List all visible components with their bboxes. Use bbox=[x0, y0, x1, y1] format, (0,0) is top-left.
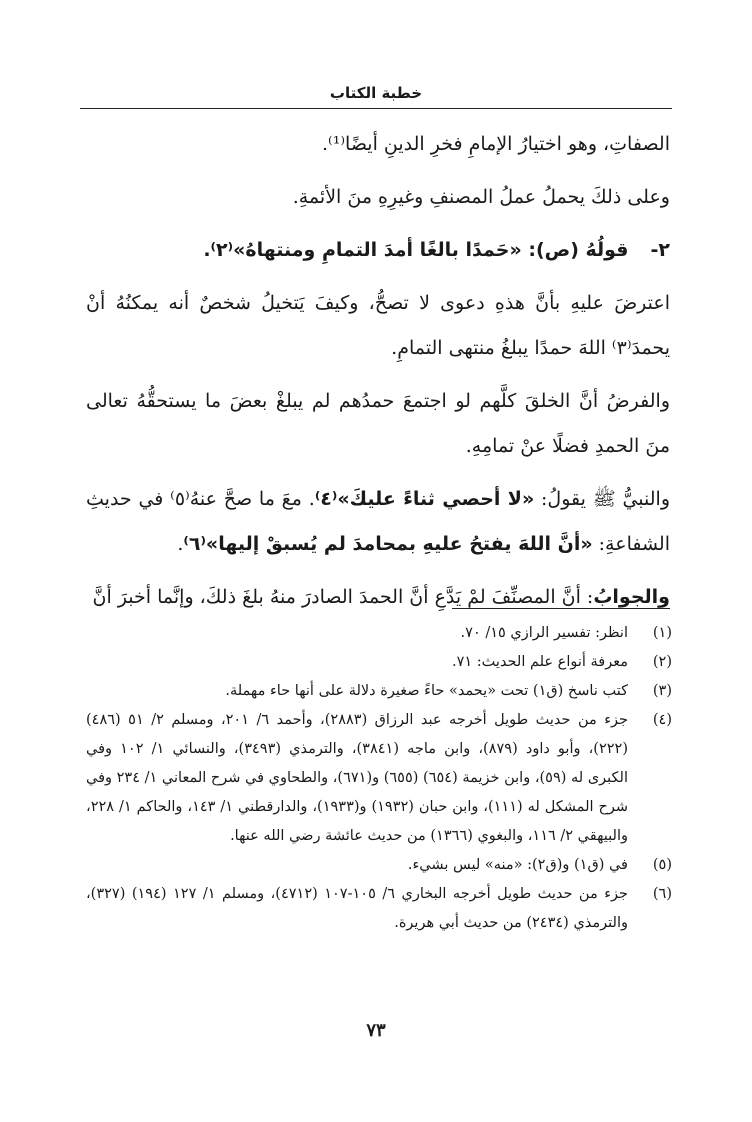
paragraph-3: اعترضَ عليهِ بأنَّ هذهِ دعوى لا تصحُّ، وكيفَ يَتخيلُ شخصٌ أنه يمكنُهُ أنْ يحمدَ⁽٣⁾ اللهَ حمدًا يبلغُ منتهى التمامِ. bbox=[86, 292, 670, 359]
paragraph-2: وعلى ذلكَ يحملُ عملُ المصنفِ وغيرِهِ منَ الأئمةِ. bbox=[292, 186, 670, 208]
hadith-quote-2: «أنَّ اللهَ يفتحُ عليهِ بمحامدَ لم يُسبقْ إليها»⁽٦⁾ bbox=[183, 533, 593, 555]
paragraph-6 bbox=[86, 575, 670, 620]
p5-middle: . معَ ما صحَّ عنهُ⁽٥⁾ في حديثِ الشفاعةِ: bbox=[86, 488, 670, 555]
page-number: ٧٣ bbox=[366, 1020, 386, 1041]
footnote-text: كتب ناسخ (ق١) تحت «يحمد» حاءً صغيرة دلالة على أنها حاء مهملة. bbox=[225, 683, 628, 699]
answer-heading: والجوابُ bbox=[593, 586, 670, 608]
footnote bbox=[86, 851, 672, 880]
footnote bbox=[86, 648, 672, 677]
p5-end: . bbox=[177, 533, 184, 555]
footnote-number: (١) bbox=[652, 625, 672, 641]
footnote-number: (٤) bbox=[652, 712, 672, 728]
footnote-text: معرفة أنواع علم الحديث: ٧١. bbox=[451, 654, 628, 670]
paragraph-5 bbox=[86, 477, 670, 567]
footnote-number: (٣) bbox=[652, 683, 672, 699]
footnote-text: انظر: تفسير الرازي ١٥/ ٧٠. bbox=[460, 625, 628, 641]
footnote-number: (٢) bbox=[652, 654, 672, 670]
footnote bbox=[86, 880, 672, 938]
footnote bbox=[86, 706, 672, 851]
main-text bbox=[86, 122, 670, 628]
footnote-text: جزء من حديث طويل أخرجه عبد الرزاق (٢٨٨٣)، وأحمد ٦/ ٢٠١، ومسلم ٢/ ٥١ (٤٨٦) (٢٢٢)، وأبو داود (٨٧٩)، وابن ماجه (٣٨٤١)، والترمذي (٣٤٩٣)، والنسائي ١/ ١٠٢ وفي الكبرى له (٥٩)، وابن خزيمة (٦٥٤) (٦٥٥) و(٦٧١)، والطحاوي في شرح المعاني ١/ ٢٣٤ وفي شرح المشكل له (١١١)، وابن حبان (١٩٣٢) و(١٩٣٣)، والدارقطني ١/ ١٤٣، والحاكم ١/ ٢٢٨، والبيهقي ٢/ ١١٦، والبغوي (١٣٦٦) من حديث عائشة رضي الله عنها. bbox=[86, 712, 628, 844]
paragraph-4: والفرضُ أنَّ الخلقَ كلَّهم لو اجتمعَ حمدُهم لم يبلغْ بعضَ ما يستحقُّهُ تعالى منَ الحمدِ فضلًا عنْ تمامِهِ. bbox=[86, 390, 670, 457]
header-rule bbox=[80, 108, 672, 109]
p5-lead: والنبيُّ ﷺ يقولُ: bbox=[534, 488, 671, 510]
numbered-item bbox=[86, 228, 670, 273]
footnote-number: (٥) bbox=[652, 857, 672, 873]
footnote bbox=[86, 677, 672, 706]
footnote-number: (٦) bbox=[652, 886, 672, 902]
footnote-text: في (ق١) و(ق٢): «منه» ليس بشيء. bbox=[407, 857, 628, 873]
footnotes bbox=[86, 619, 672, 938]
footnote-text: جزء من حديث طويل أخرجه البخاري ٦/ ١٠٥-١٠٧ (٤٧١٢)، ومسلم ١/ ١٢٧ (١٩٤) (٣٢٧)، والترمذي (٢٤٣٤) من حديث أبي هريرة. bbox=[86, 886, 628, 931]
answer-text: : أنَّ المصنِّفَ لمْ يَدَّعِ أنَّ الحمدَ الصادرَ منهُ بلغَ ذلكَ، وإنَّما أخبرَ أنَّ bbox=[92, 586, 594, 608]
hadith-quote-1: «لا أحصي ثناءً عليكَ»⁽٤⁾ bbox=[314, 488, 535, 510]
paragraph-1: الصفاتِ، وهو اختيارُ الإمامِ فخرِ الدينِ أيضًا⁽¹⁾. bbox=[322, 133, 670, 155]
footnote bbox=[86, 619, 672, 648]
item-number: ٢- bbox=[650, 239, 670, 261]
footnote-rule bbox=[452, 608, 670, 609]
item-quote: قولُهُ (ص): «حَمدًا بالغًا أمدَ التمامِ ومنتهاهُ»⁽٢⁾. bbox=[203, 239, 629, 261]
running-head: خطبة الكتاب bbox=[329, 84, 423, 102]
